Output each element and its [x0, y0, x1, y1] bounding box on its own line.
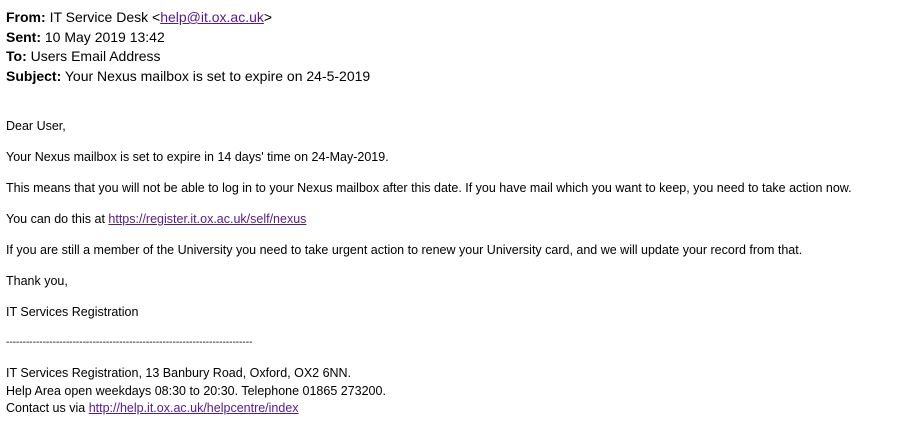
sent-label: Sent: — [6, 28, 41, 45]
body-paragraph-warning: This means that you will not be able to log in to your Nexus mailbox after this date. If you have mail which you want to keep, you need to take action now. — [6, 181, 852, 195]
body-paragraph-action — [6, 211, 896, 227]
footer-address: IT Services Registration, 13 Banbury Road, Oxford, OX2 6NN. — [6, 366, 352, 380]
to-label: To: — [6, 48, 27, 64]
helpcentre-link[interactable]: http://help.it.ox.ac.uk/helpcentre/index — [88, 401, 299, 415]
email-footer — [6, 365, 896, 418]
body-paragraph-expiry: Your Nexus mailbox is set to expire in 14 days' time on 24-May-2019. — [6, 150, 389, 164]
email-header-from — [6, 8, 896, 28]
subject-label: Subject: — [6, 67, 62, 84]
email-message — [6, 8, 896, 418]
email-body — [6, 118, 896, 351]
footer-hours: Help Area open weekdays 08:30 to 20:30. Telephone 01865 273200. — [6, 383, 386, 398]
signoff-line: IT Services Registration — [6, 305, 139, 319]
contact-prefix: Contact us via — [6, 401, 89, 415]
email-header-to — [6, 47, 896, 67]
email-header-subject — [6, 67, 896, 87]
action-prefix: You can do this at — [6, 212, 109, 226]
from-name: IT Service Desk < — [49, 9, 161, 25]
subject-value: Your Nexus mailbox is set to expire on 24-5-2019 — [64, 67, 371, 84]
from-email-link[interactable]: help@it.ox.ac.uk — [160, 9, 264, 25]
from-label: From: — [6, 9, 46, 25]
thanks-line: Thank you, — [6, 274, 68, 288]
to-value: Users Email Address — [30, 48, 161, 64]
body-paragraph-renew: If you are still a member of the University you need to take urgent action to renew your University card, and we will update your record from that. — [6, 243, 803, 257]
email-header-sent — [6, 28, 896, 48]
sent-value: 10 May 2019 13:42 — [44, 28, 165, 45]
from-close: > — [263, 9, 273, 25]
register-link[interactable]: https://register.it.ox.ac.uk/self/nexus — [108, 212, 307, 226]
signature-divider: -------------------------------------------------------------------------- — [6, 337, 253, 348]
footer-contact — [6, 400, 896, 418]
greeting: Dear User, — [6, 119, 66, 133]
